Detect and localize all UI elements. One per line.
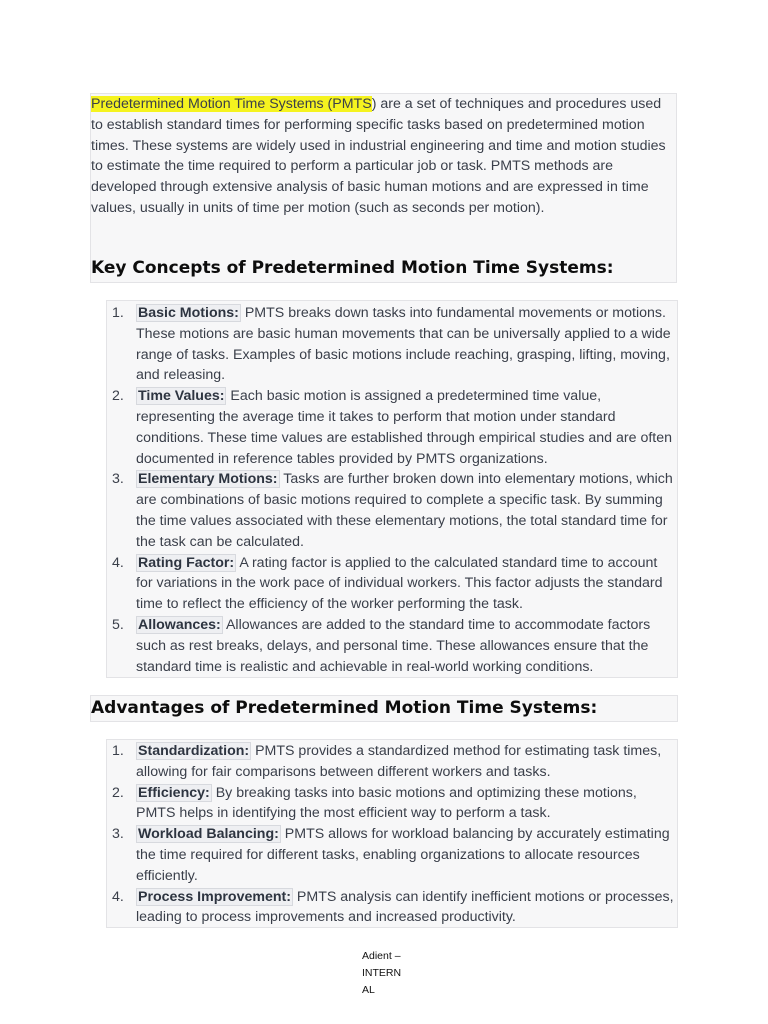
item-text: Each basic motion is assigned a predetermined time value, representing the average time it takes to perform that motion under standard conditions. These time values are established through empirical studies and are often documented in reference tables provided by PMTS organizations.	[136, 388, 673, 467]
list-number: 1.	[112, 305, 124, 321]
term-label: Time Values:	[138, 388, 225, 405]
classification-footer	[362, 948, 422, 999]
list-item	[106, 887, 676, 929]
item-text: PMTS breaks down tasks into fundamental movements or motions. These motions are basic human movements that can be universally applied to a wide range of tasks. Examples of basic motions include reaching, grasping, lifting, moving, and releasing.	[136, 305, 671, 384]
advantages-heading: Advantages of Predetermined Motion Time Systems:	[91, 698, 598, 718]
highlighted-term: Predetermined Motion Time Systems (PMTS	[91, 96, 372, 112]
list-item	[106, 469, 676, 552]
list-number: 4.	[112, 554, 124, 571]
footer-line: Adient –	[362, 950, 401, 962]
item-text: PMTS allows for workload balancing by accurately estimating the time required for different tasks, enabling organizations to allocate resources efficiently.	[136, 826, 670, 884]
list-number: 1.	[112, 743, 124, 759]
term-label: Allowances:	[138, 616, 221, 633]
list-item	[106, 303, 676, 386]
item-text: Tasks are further broken down into elementary motions, which are combinations of basic motions required to complete a specific task. By summing the time values associated with these elementary motions, the total standard time for the task can be calculated.	[136, 471, 673, 550]
term-label: Efficiency:	[138, 784, 210, 801]
footer-line: AL	[362, 984, 375, 996]
list-item	[106, 615, 676, 677]
list-number: 3.	[112, 826, 124, 843]
key-concepts-list	[106, 303, 676, 677]
term-label: Workload Balancing:	[138, 826, 279, 843]
term-label: Process Improvement:	[138, 888, 291, 905]
list-number: 2.	[112, 388, 124, 405]
list-number: 4.	[112, 888, 124, 905]
list-number: 3.	[112, 471, 124, 488]
term-label: Basic Motions:	[138, 305, 239, 321]
key-concepts-heading: Key Concepts of Predetermined Motion Time Systems:	[91, 258, 614, 278]
item-text: PMTS provides a standardized method for estimating task times, allowing for fair comparisons between different workers and tasks.	[136, 743, 662, 780]
list-number: 5.	[112, 616, 124, 633]
item-text: PMTS analysis can identify inefficient motions or processes, leading to process improvements and increased productivity.	[136, 888, 674, 926]
item-text: Allowances are added to the standard time to accommodate factors such as rest breaks, delays, and personal time. These allowances ensure that the standard time is realistic and achievable in real-world working conditions.	[136, 616, 651, 675]
list-item	[106, 386, 676, 469]
intro-text: ) are a set of techniques and procedures used to establish standard times for performing specific tasks based on predetermined motion times. These systems are widely used in industrial engineering and time and motion studies to estimate the time required to perform a particular job or task. PMTS methods are developed through extensive analysis of basic human motions and are expressed in time values, usually in units of time per motion (such as seconds per motion).	[91, 96, 666, 216]
list-item	[106, 553, 676, 615]
list-item	[106, 824, 676, 886]
footer-line: INTERN	[362, 967, 402, 979]
item-text: A rating factor is applied to the calculated standard time to account for variations in the work pace of individual workers. This factor adjusts the standard time to reflect the efficiency of the worker performing the task.	[136, 554, 663, 613]
list-item	[106, 783, 676, 825]
list-number: 2.	[112, 784, 124, 801]
intro-paragraph	[91, 94, 675, 219]
item-text: By breaking tasks into basic motions and optimizing these motions, PMTS helps in identifying the most efficient way to perform a task.	[136, 784, 637, 822]
advantages-list	[106, 741, 676, 928]
term-label: Standardization:	[138, 743, 250, 759]
term-label: Rating Factor:	[138, 554, 235, 571]
term-label: Elementary Motions:	[138, 471, 278, 488]
list-item	[106, 741, 676, 783]
